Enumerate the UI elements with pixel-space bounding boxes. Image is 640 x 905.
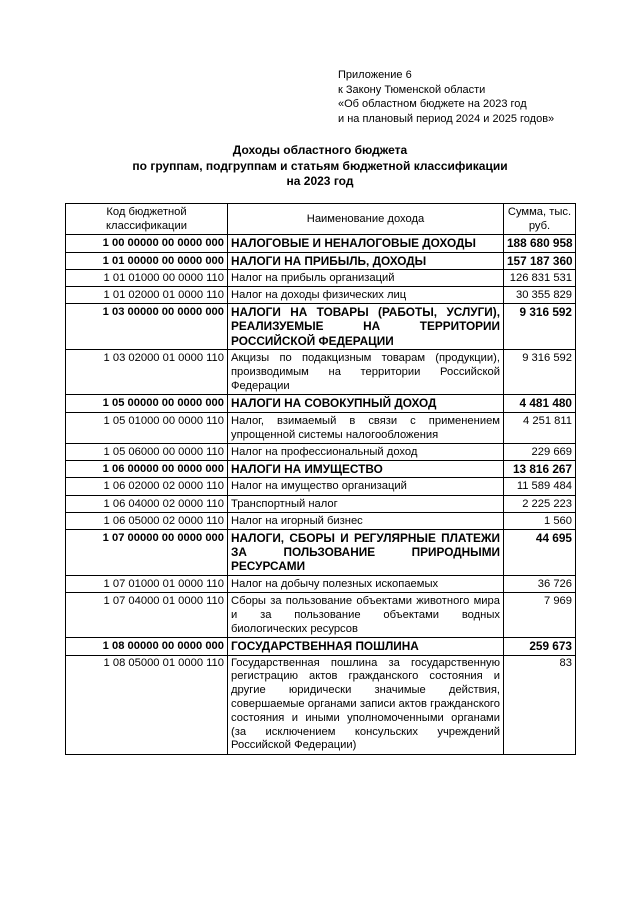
- table-row: [66, 530, 576, 576]
- table-header-row: [66, 204, 576, 235]
- name-cell: НАЛОГИ НА ПРИБЫЛЬ, ДОХОДЫ: [228, 252, 504, 269]
- table-row: [66, 592, 576, 638]
- amount-cell: 36 726: [504, 575, 576, 592]
- table-row: [66, 512, 576, 529]
- name-cell: Налог на добычу полезных ископаемых: [228, 575, 504, 592]
- table-row: [66, 655, 576, 755]
- amount-cell: 44 695: [504, 530, 576, 576]
- amount-cell: 4 251 811: [504, 412, 576, 443]
- annex-line: Приложение 6: [338, 69, 412, 81]
- header-name: Наименование дохода: [228, 204, 504, 235]
- code-cell: 1 06 04000 02 0000 110: [66, 495, 228, 512]
- table-row: [66, 444, 576, 461]
- name-cell: Транспортный налог: [228, 495, 504, 512]
- table-row: [66, 252, 576, 269]
- code-cell: 1 05 00000 00 0000 000: [66, 395, 228, 412]
- name-cell: ГОСУДАРСТВЕННАЯ ПОШЛИНА: [228, 638, 504, 655]
- table-row: [66, 349, 576, 395]
- name-cell: Налог, взимаемый в связи с применением упрощенной системы налогообложения: [228, 412, 504, 443]
- code-cell: 1 07 01000 01 0000 110: [66, 575, 228, 592]
- table-row: [66, 395, 576, 412]
- amount-cell: 1 560: [504, 512, 576, 529]
- amount-cell: 13 816 267: [504, 461, 576, 478]
- amount-cell: 4 481 480: [504, 395, 576, 412]
- name-cell: Налог на профессиональный доход: [228, 444, 504, 461]
- code-cell: 1 08 00000 00 0000 000: [66, 638, 228, 655]
- amount-cell: 188 680 958: [504, 235, 576, 252]
- table-row: [66, 575, 576, 592]
- amount-cell: 2 225 223: [504, 495, 576, 512]
- amount-cell: 157 187 360: [504, 252, 576, 269]
- table-row: [66, 235, 576, 252]
- table-row: [66, 495, 576, 512]
- table-row: [66, 304, 576, 350]
- code-cell: 1 05 01000 00 0000 110: [66, 412, 228, 443]
- table-row: [66, 412, 576, 443]
- amount-cell: 30 355 829: [504, 287, 576, 304]
- table-row: [66, 461, 576, 478]
- table-row: [66, 478, 576, 495]
- amount-cell: 259 673: [504, 638, 576, 655]
- annex-header: [338, 68, 554, 126]
- code-cell: 1 07 00000 00 0000 000: [66, 530, 228, 576]
- title-line: по группам, подгруппам и статьям бюджетной классификации: [132, 158, 508, 173]
- name-cell: НАЛОГИ НА СОВОКУПНЫЙ ДОХОД: [228, 395, 504, 412]
- document-title: [60, 143, 580, 190]
- annex-line: и на плановый период 2024 и 2025 годов»: [338, 112, 555, 125]
- table-row: [66, 638, 576, 655]
- code-cell: 1 01 02000 01 0000 110: [66, 287, 228, 304]
- amount-cell: 9 316 592: [504, 349, 576, 395]
- name-cell: Налог на игорный бизнес: [228, 512, 504, 529]
- name-cell: Налог на прибыль организаций: [228, 269, 504, 286]
- name-cell: Акцизы по подакцизным товарам (продукции), производимым на территории Российской Федерации: [228, 349, 504, 395]
- name-cell: Сборы за пользование объектами животного мира и за пользование объектами водных биологических ресурсов: [228, 592, 504, 638]
- name-cell: НАЛОГИ, СБОРЫ И РЕГУЛЯРНЫЕ ПЛАТЕЖИ ЗА ПОЛЬЗОВАНИЕ ПРИРОДНЫМИ РЕСУРСАМИ: [228, 530, 504, 576]
- table-row: [66, 269, 576, 286]
- code-cell: 1 06 00000 00 0000 000: [66, 461, 228, 478]
- name-cell: Государственная пошлина за государственную регистрацию актов гражданского состояния и другие юридически значимые действия, совершаемые органами записи актов гражданского состояния и иными уполномоченными органами (за исключением консульских учреждений Российской Федерации): [228, 655, 504, 755]
- annex-line: «Об областном бюджете на 2023 год: [338, 98, 527, 110]
- table-row: [66, 287, 576, 304]
- code-cell: 1 03 02000 01 0000 110: [66, 349, 228, 395]
- annex-line: к Закону Тюменской области: [338, 83, 486, 96]
- name-cell: Налог на доходы физических лиц: [228, 287, 504, 304]
- amount-cell: 126 831 531: [504, 269, 576, 286]
- name-cell: НАЛОГОВЫЕ И НЕНАЛОГОВЫЕ ДОХОДЫ: [228, 235, 504, 252]
- code-cell: 1 05 06000 00 0000 110: [66, 444, 228, 461]
- amount-cell: 229 669: [504, 444, 576, 461]
- amount-cell: 9 316 592: [504, 304, 576, 350]
- code-cell: 1 06 05000 02 0000 110: [66, 512, 228, 529]
- name-cell: Налог на имущество организаций: [228, 478, 504, 495]
- header-code: Код бюджетной классификации: [66, 204, 228, 235]
- code-cell: 1 06 02000 02 0000 110: [66, 478, 228, 495]
- name-cell: НАЛОГИ НА ТОВАРЫ (РАБОТЫ, УСЛУГИ), РЕАЛИЗУЕМЫЕ НА ТЕРРИТОРИИ РОССИЙСКОЙ ФЕДЕРАЦИИ: [228, 304, 504, 350]
- title-line: Доходы областного бюджета: [232, 143, 408, 157]
- amount-cell: 7 969: [504, 592, 576, 638]
- amount-cell: 11 589 484: [504, 478, 576, 495]
- code-cell: 1 01 00000 00 0000 000: [66, 252, 228, 269]
- header-amount: Сумма, тыс. руб.: [504, 204, 576, 235]
- code-cell: 1 08 05000 01 0000 110: [66, 655, 228, 755]
- code-cell: 1 03 00000 00 0000 000: [66, 304, 228, 350]
- title-line: на 2023 год: [286, 174, 354, 188]
- code-cell: 1 00 00000 00 0000 000: [66, 235, 228, 252]
- code-cell: 1 07 04000 01 0000 110: [66, 592, 228, 638]
- revenue-table: [65, 203, 576, 755]
- amount-cell: 83: [504, 655, 576, 755]
- code-cell: 1 01 01000 00 0000 110: [66, 269, 228, 286]
- name-cell: НАЛОГИ НА ИМУЩЕСТВО: [228, 461, 504, 478]
